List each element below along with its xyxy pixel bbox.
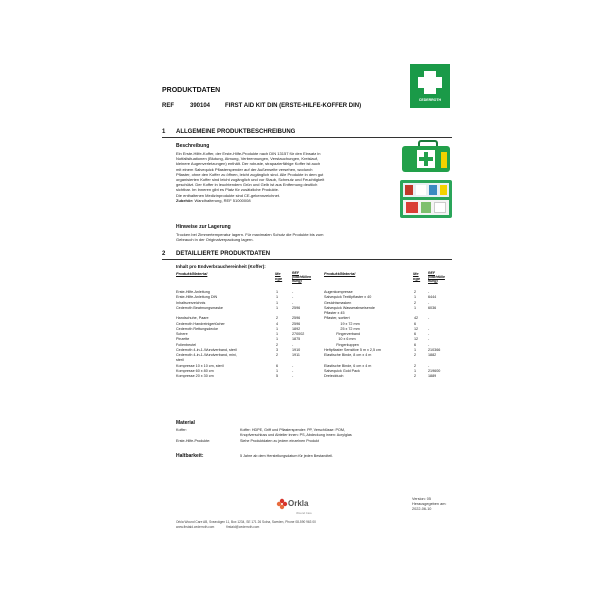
kit-item: [405, 185, 413, 195]
col-header-product: Produkt/Material: [176, 271, 208, 276]
table-row: Elastische Binde, 6 cm x 4 m: [324, 363, 372, 368]
orkla-brand: Orkla: [288, 499, 309, 508]
cederroth-logo: [410, 64, 450, 108]
section2-title: DETAILLIERTE PRODUKTDATEN: [176, 251, 271, 257]
material-title: Material: [176, 420, 195, 426]
table-row: Salvequick Gold Pack: [324, 368, 360, 373]
orkla-flower-icon: [276, 498, 288, 510]
col-header-product-2: Produkt/Material: [324, 271, 356, 276]
footer-web[interactable]: www.firstaid.cederroth.com: [176, 524, 215, 529]
section1-number: 1: [162, 129, 166, 135]
table-row: Salvequick Textilpflaster x 40: [324, 295, 372, 300]
footer-address: Orkla Wound Care AB, Sveavägen 11, Box 1234, SE 171 26 Solna, Sweden, Phone 08-590 963 00 www.firstaid.cederroth.com firstaid@cederroth.com: [176, 520, 316, 529]
table-row: Cederroth Beatmungsmaske: [176, 305, 223, 310]
left-ref-column: - - - 2596 2596 2596 1892 270002 1875 - 1910 1911 - - -: [292, 290, 305, 378]
table-row: 19 x 72 mm: [324, 321, 360, 326]
cross-bar: [418, 77, 442, 88]
table-row: Gesichtsmasken: [324, 300, 352, 305]
table-row: Salvequick Wasserabweisende: [324, 305, 375, 310]
ref-number: 390104: [190, 103, 211, 109]
open-kit-image: [400, 180, 452, 218]
date-label: Herausgegeben am:: [412, 502, 447, 506]
kit-item: [421, 202, 431, 213]
logo-text: CEDERROTH: [418, 98, 442, 102]
right-product-column: [324, 290, 410, 379]
table-row: Heftpflaster Sensitive 5 m x 2,5 cm: [324, 347, 381, 352]
kit-cross-h: [419, 157, 433, 161]
storage-title: Hinweise zur Lagerung: [176, 224, 231, 230]
table-row: Cederroth 4-in-1-Wundverband, mini,: [176, 353, 237, 357]
shelf-life-value: 5 Jahre ab dem Herstellungsdatum für jeden Bestandteil.: [240, 454, 334, 458]
table-row: steril: [176, 358, 184, 363]
left-qty-column: 1 1 1 1 2 4 1 1 1 2 3 2 6 1 5: [276, 290, 279, 378]
kit-item: [434, 202, 446, 213]
left-product-column: [176, 290, 272, 379]
ref-label: REF: [162, 103, 174, 109]
orkla-brand-sub: Wound Care: [296, 511, 312, 515]
kit-item: [429, 185, 437, 195]
product-name: FIRST AID KIT DIN (ERSTE-HILFE-KOFFER DIN): [225, 103, 362, 109]
right-qty-column: 2 1 2 1 42 6 12 6 12 6 1 2 2 1 2: [414, 290, 419, 378]
right-ref-column: - 6444 - 6036 - - - - - 210366 1882 - 219600 1889: [428, 290, 441, 378]
footer-email[interactable]: firstaid@cederroth.com: [226, 524, 260, 529]
table-row: Schere: [176, 332, 188, 336]
accessory-label: Zubehör:: [176, 197, 194, 203]
col-header-qty-2: Me nge: [413, 271, 421, 281]
table-row: Pflaster, sortiert: [324, 316, 350, 321]
table-row: Elastische Binde, 8 cm x 4 m: [324, 353, 372, 357]
table-row: Cederroth Handreinigertücher: [176, 321, 225, 326]
table-row: Fingerkuppen: [324, 342, 359, 347]
table-row: Pinzette: [176, 337, 190, 342]
table-row: Kompresse 20 x 30 cm: [176, 374, 214, 378]
section1-title: ALLGEMEINE PRODUKTBESCHREIBUNG: [176, 129, 296, 135]
table-row: Erste-Hilfe-Anleitung: [176, 290, 210, 294]
storage-text: Trocken bei Zimmertemperatur lagern. Für maximalen Schutz die Produkte bis zum Gebrauch in der Originalverpackung lagern.: [176, 232, 324, 243]
page-title: PRODUKTDATEN: [162, 87, 221, 94]
table-row: Cederroth 4-in-1-Wundverband, steril: [176, 347, 237, 352]
closed-kit-image: [402, 140, 450, 172]
table-row: Erste-Hilfe-Anleitung DIN: [176, 295, 218, 300]
contents-title: Inhalt pro Endverbrauchereinheit (Koffer):: [176, 264, 266, 269]
material-labels: Koffer: Erste-Hilfe-Produkte:: [176, 428, 211, 443]
orkla-logo: [270, 497, 330, 515]
col-header-ref: REF (Nachfüllen nung): [292, 271, 312, 283]
accessory-value: Wandhalterung, REF 51000008: [194, 197, 251, 203]
version: Version: 05: [412, 497, 431, 501]
plaster-dispenser: [441, 152, 447, 168]
table-row: Handschuhe, Paare: [176, 316, 209, 321]
table-row: Cederroth Rettungsdecke: [176, 326, 219, 331]
table-row: Kompresse 60 x 80 cm: [176, 368, 214, 373]
col-header-qty: Me nge: [275, 271, 283, 281]
table-row: Dreiecktuch: [324, 374, 344, 378]
table-row: Fingerverband: [324, 332, 361, 336]
section1-divider: [162, 137, 452, 138]
section2-divider: [162, 259, 452, 260]
kit-item: [406, 202, 418, 213]
kit-item: [416, 185, 426, 195]
section2-number: 2: [162, 251, 166, 257]
table-row: Inhaltsverzeichnis: [176, 300, 206, 305]
date: 2022-06-10: [412, 507, 432, 511]
table-row: 25 x 72 mm: [324, 326, 360, 331]
version-info: [412, 497, 446, 512]
description-title: Beschreibung: [176, 143, 210, 149]
col-header-ref-2: REF (Nachfülle nung): [428, 271, 445, 283]
description-text: Ein Erste-Hilfe-Koffer, der Erste-Hilfe-Produkte nach DIN 13157 für den Einsatz in Notfallsituationen (Blutung, Atmung, Verbrennungen, Verstauchungen, Kreislauf, kleinere Augenverletzungen) enthält. Der robuste, strapazierfähige Koffer ist auch mit einem Salvequick Pflasterspender auf der Außenseite versehen, wodurch Pflaster, ohne den Koffer zu öffnen, leicht zugänglich sind. Alle Produkte in dem gut organisierten Koffer sind leicht zugänglich und vor Staub, Schmutz und Feuchtigkeit geschützt. Der Koffer in leuchtendem Grün und Gelb ist aus Entfernung deutlich sichtbar. Im Inneren gibt es Platz für zusätzliche Produkte. Die enthaltenen Medizinprodukte sind CE-gekennzeichnet. Zubehör: Wandhalterung, REF 51000008: [176, 151, 325, 203]
table-row: Pflaster x 45: [324, 311, 345, 315]
table-row: Kompresse 10 x 10 cm, steril: [176, 363, 224, 368]
table-row: 10 x 6 mm: [324, 337, 356, 342]
table-row: Augenkompresse: [324, 290, 353, 294]
material-values: Koffer: HDPE, Griff und Pflasterspender: PP, Verschlüsse: POM, Knopfverschluss und Abteiler innen: PS, Abdeckung innen: Acrylglas Siehe Produktdaten zu jedem einzelnen Produkt: [240, 428, 352, 443]
kit-item: [440, 185, 447, 195]
shelf-life-label: Haltbarkeit:: [176, 453, 204, 459]
table-row: Folienbeutel: [176, 342, 197, 347]
